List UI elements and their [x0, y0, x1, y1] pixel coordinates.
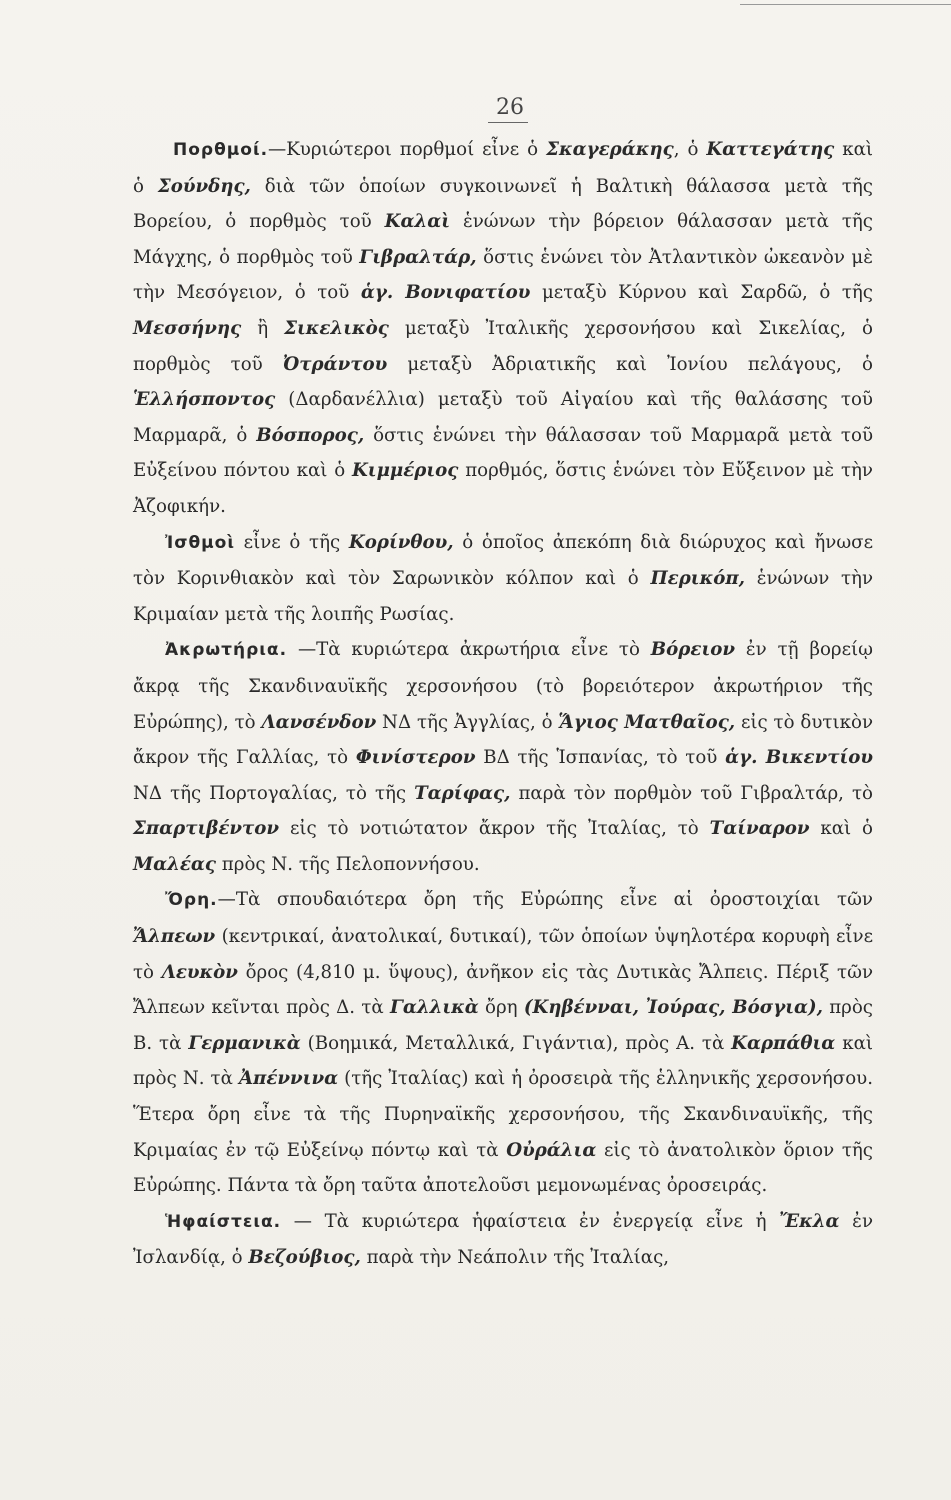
- text: μεταξὺ Ἀδριατικῆς καὶ Ἰονίου πελάγους, ὁ: [387, 353, 873, 375]
- heading-volcanoes: Ἡφαίστεια.: [165, 1211, 282, 1232]
- term: Καρπάθια: [731, 1032, 836, 1054]
- text: (Δαρδανέλλια) μεταξὺ τοῦ Αἰγαίου καὶ τῆς θαλάσσης τοῦ Μαρμαρᾶ, ὁ: [133, 389, 873, 446]
- text: , ὁ: [673, 139, 707, 160]
- heading-straits: Πορθμοί.: [173, 140, 269, 160]
- term: Βόσπορος,: [256, 424, 365, 446]
- text: καὶ πρὸς Ν. τὰ: [133, 1032, 873, 1090]
- text: ΒΔ τῆς Ἱσπανίας, τὸ τοῦ: [475, 747, 726, 769]
- term: Ὀτράντου: [282, 353, 388, 375]
- text: εἰς τὸ ἀνατολικὸν ὅριον τῆς Εὐρώπης. Πάντα τὰ ὄρη ταῦτα ἀποτελοῦσι μεμονωμένας ὀροσειράς.: [133, 1139, 873, 1197]
- top-edge-rule: [740, 4, 951, 5]
- term: Καττεγάτης: [706, 139, 835, 160]
- text: ἐν τῇ βορείῳ ἄκρᾳ τῆς Σκανδιναυϊκῆς χερσονήσου (τὸ βορειότερον ἀκρωτήριον τῆς Εὐρώπης), τὸ: [133, 639, 873, 733]
- term: Μεσσήνης: [133, 317, 242, 339]
- term: Κορίνθου,: [348, 531, 454, 553]
- term: Σούνδης,: [157, 175, 251, 197]
- text: —Τὰ κυριώτερα ἀκρωτήρια εἶνε τὸ: [287, 639, 651, 661]
- paragraph-straits: [133, 132, 873, 525]
- paragraph-mountains: [133, 882, 873, 1203]
- term: Ἀπέννινα: [238, 1068, 339, 1090]
- text: —Τὰ σπουδαιότερα ὄρη τῆς Εὐρώπης εἶνε αἱ ὀροστοιχίαι τῶν: [217, 889, 873, 911]
- term: Σικελικὸς: [284, 317, 389, 339]
- text: καὶ ὁ: [809, 818, 873, 840]
- heading-capes: Ἀκρωτήρια.: [165, 640, 288, 661]
- term: Λευκὸν: [161, 961, 238, 983]
- term: Βεζούβιος,: [248, 1247, 361, 1269]
- text: ὅστις ἑνώνει τὸν Ἀτλαντικὸν ὠκεανὸν μὲ τὴν Μεσόγειον, ὁ τοῦ: [133, 246, 873, 304]
- term: Ἔκλα: [779, 1210, 840, 1232]
- text: εἰς τὸ νοτιώτατον ἄκρον τῆς Ἰταλίας, τὸ: [279, 818, 710, 840]
- term: Ἑλλήσποντος: [133, 389, 276, 411]
- term: Περικόπ,: [650, 568, 745, 590]
- heading-isthmuses: Ἰσθμοὶ: [165, 532, 235, 553]
- text: εἰς τὸ δυτικὸν ἄκρον τῆς Γαλλίας, τὸ: [133, 711, 873, 769]
- term: ἁγ. Βικεντίου: [725, 747, 873, 769]
- text: μεταξὺ Κύρνου καὶ Σαρδῶ, ὁ τῆς: [530, 282, 873, 304]
- page-number-underline: [488, 122, 528, 123]
- text: (Βοημικά, Μεταλλικά, Γιγάντια), πρὸς Α. τὰ: [300, 1032, 732, 1054]
- text: πορθμός, ὅστις ἑνώνει τὸν Εὔξεινον μὲ τὴν Ἀζοφικήν.: [133, 460, 873, 517]
- text: ὄρη: [478, 997, 524, 1019]
- term: Σκαγεράκης: [546, 139, 674, 160]
- text: ὄρος (4,810 μ. ὕψους), ἀνῆκον εἰς τὰς Δυτικὰς Ἄλπεις. Πέριξ τῶν Ἄλπεων κεῖνται πρὸς Δ. τὰ: [133, 961, 874, 1019]
- text: πρὸς Ν. τῆς Πελοποννήσου.: [216, 853, 480, 875]
- page-body: [133, 132, 873, 1276]
- term: Φινίστερον: [355, 747, 476, 769]
- term: Ἅγιος Ματθαῖος,: [558, 711, 736, 733]
- text: μεταξὺ Ἰταλικῆς χερσονήσου καὶ Σικελίας, ὁ πορθμὸς τοῦ: [133, 317, 873, 375]
- text: ἢ: [241, 317, 285, 339]
- text: ἑνώνων τὴν βόρειον θάλασσαν μετὰ τῆς Μάγχης, ὁ πορθμὸς τοῦ: [133, 211, 873, 268]
- text: ἐν Ἰσλανδίᾳ, ὁ: [133, 1210, 873, 1269]
- term: ἁγ. Βονιφατίου: [360, 282, 531, 304]
- text: ΝΔ τῆς Πορτογαλίας, τὸ τῆς: [133, 782, 415, 804]
- text: —Κυριώτεροι πορθμοί εἶνε ὁ: [268, 139, 547, 160]
- term: Οὐράλια: [506, 1139, 597, 1161]
- term: Ἄλπεων: [133, 926, 216, 948]
- term: Καλαὶ: [384, 211, 451, 233]
- text: παρὰ τὸν πορθμὸν τοῦ Γιβραλτάρ, τὸ: [510, 782, 873, 804]
- term: Μαλέας: [133, 853, 217, 875]
- text: (τῆς Ἰταλίας) καὶ ἡ ὀροσειρὰ τῆς ἑλληνικῆς χερσονήσου. Ἕτερα ὄρη εἶνε τὰ τῆς Πυρηναϊκῆς χερσονήσου, τῆς Σκανδιναυϊκῆς, τῆς Κριμαίας ἐν τῷ Εὐξείνῳ πόντῳ καὶ τὰ: [133, 1068, 874, 1161]
- term: Ταίναρον: [709, 818, 810, 840]
- term: Γερμανικὰ: [188, 1032, 301, 1054]
- term: Γαλλικὰ: [389, 997, 479, 1019]
- text: — Τὰ κυριώτερα ἡφαίστεια ἐν ἐνεργείᾳ εἶνε ἡ: [281, 1210, 780, 1232]
- heading-mountains: Ὄρη.: [165, 890, 218, 911]
- text: ὅστις ἑνώνει τὴν θάλασσαν τοῦ Μαρμαρᾶ μετὰ τοῦ Εὐξείνου πόντου καὶ ὁ: [133, 424, 873, 482]
- term: Βόρειον: [650, 639, 736, 661]
- term: Γιβραλτάρ,: [359, 246, 477, 268]
- term: Κιμμέριος: [351, 460, 459, 482]
- text: εἶνε ὁ τῆς: [234, 531, 349, 553]
- paragraph-isthmuses: [133, 525, 873, 633]
- paragraph-capes: [133, 632, 873, 882]
- term: Ταρίφας,: [414, 782, 511, 804]
- paragraph-volcanoes: [133, 1204, 873, 1276]
- term: Σπαρτιβέντον: [133, 818, 280, 840]
- text: διὰ τῶν ὁποίων συγκοινωνεῖ ἡ Βαλτικὴ θάλασσα μετὰ τῆς Βορείου, ὁ πορθμὸς τοῦ: [133, 175, 873, 233]
- term: (Κηβένναι, Ἰούρας, Βόσγια),: [523, 997, 823, 1019]
- text: πρὸς Β. τὰ: [133, 997, 873, 1054]
- page-number: 26: [496, 95, 524, 120]
- term: Λανσένδον: [261, 711, 377, 733]
- text: ΝΔ τῆς Ἀγγλίας, ὁ: [376, 711, 559, 733]
- text: (κεντρικαί, ἀνατολικαί, δυτικαί), τῶν ὁποίων ὑψηλοτέρα κορυφὴ εἶνε τὸ: [133, 926, 873, 983]
- text: παρὰ τὴν Νεάπολιν τῆς Ἰταλίας,: [360, 1247, 670, 1269]
- text: καὶ ὁ: [133, 139, 874, 197]
- text: ἑνώνων τὴν Κριμαίαν μετὰ τῆς λοιπῆς Ρωσίας.: [133, 568, 874, 625]
- text: ὁ ὁποῖος ἀπεκόπη διὰ διώρυχος καὶ ἤνωσε τὸν Κορινθιακὸν καὶ τὸν Σαρωνικὸν κόλπον καὶ ὁ: [133, 531, 873, 590]
